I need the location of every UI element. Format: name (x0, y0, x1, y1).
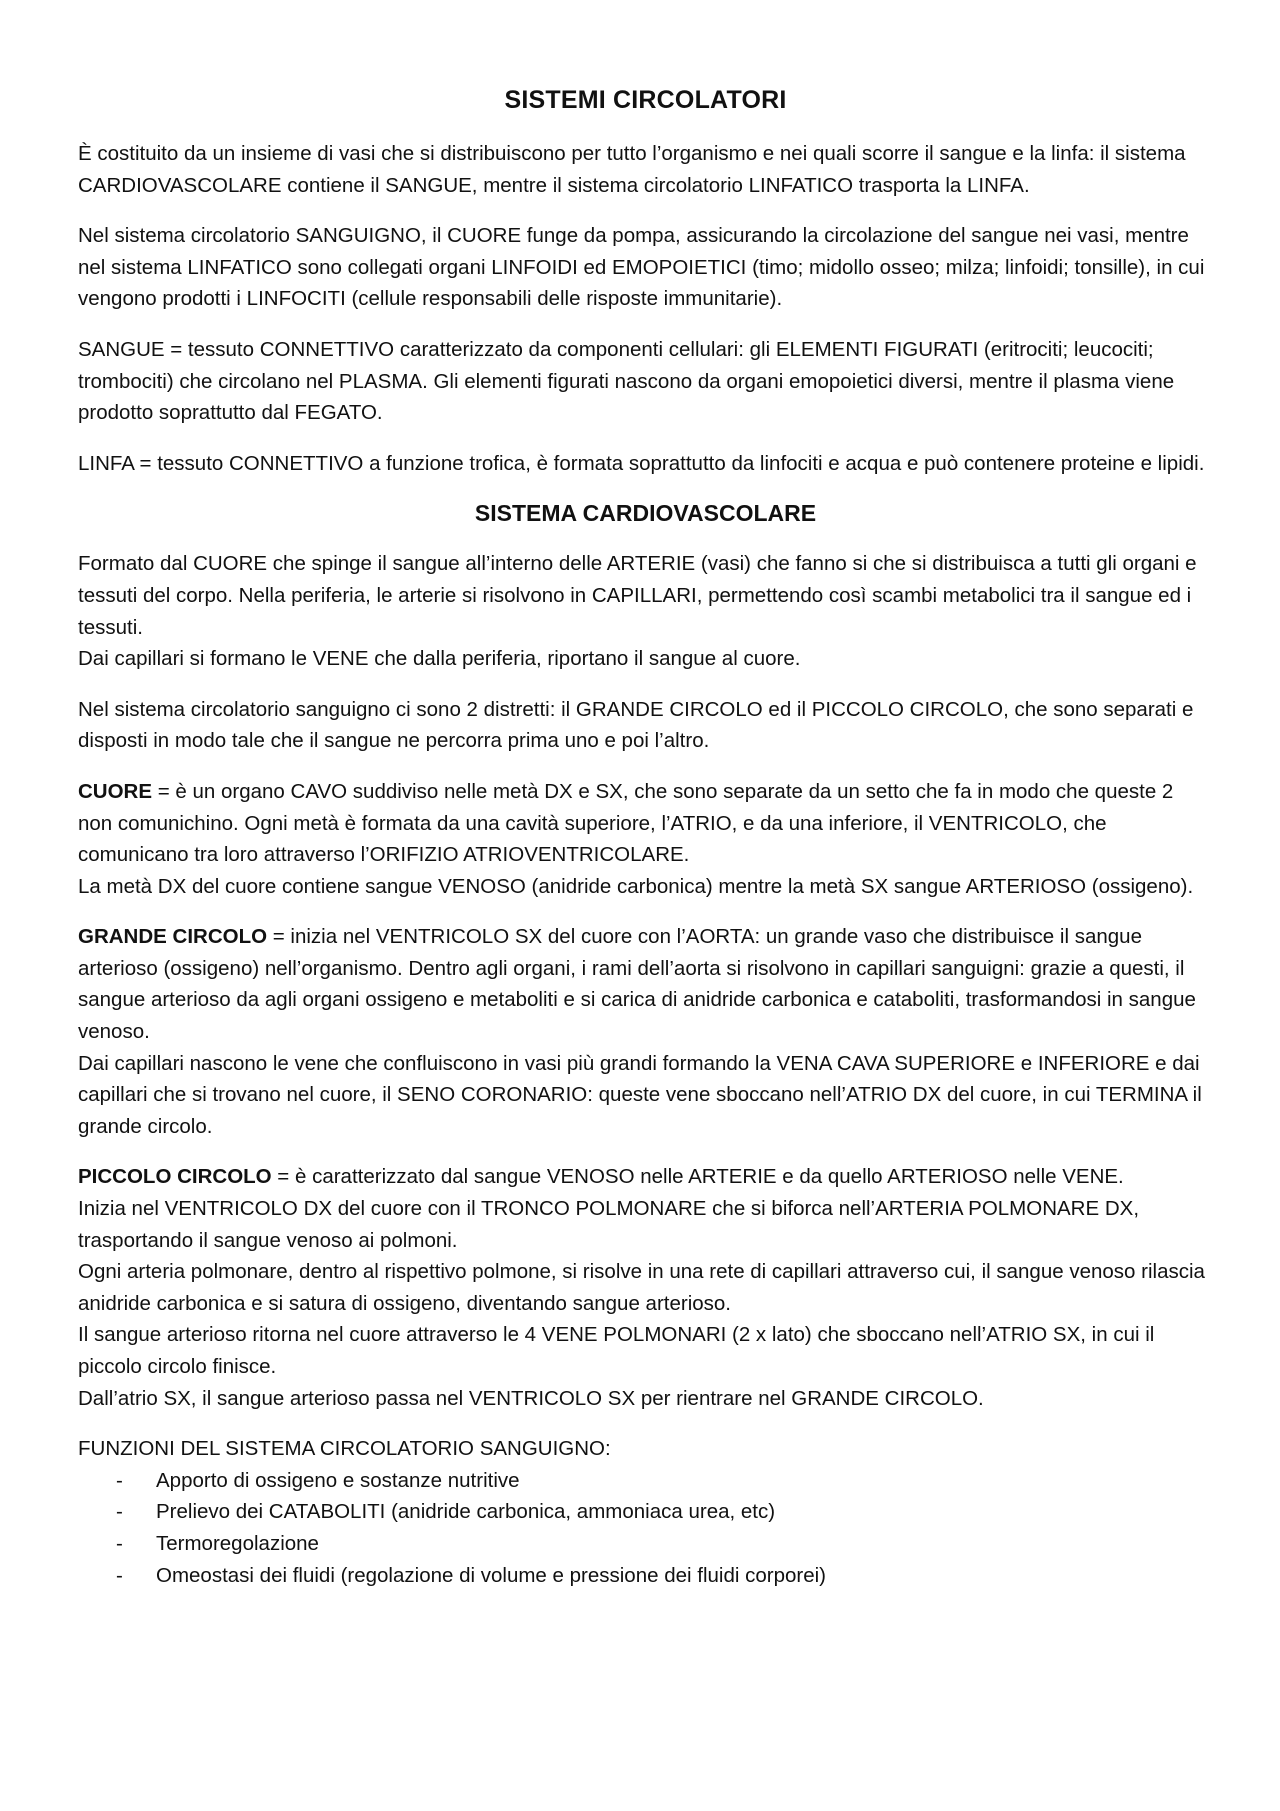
bullet-dash: - (116, 1531, 123, 1555)
paragraph-line: Formato dal CUORE che spinge il sangue all’interno delle ARTERIE (vasi) che fanno si che si distribuisca a tutti gli organi e tessuti del corpo. Nella periferia, le arterie si risolvono in CAPILLARI, permettendo così scambi metabolici tra il sangue ed i tessuti. (78, 552, 1197, 639)
cardio-formato-paragraph (78, 548, 1213, 674)
bullet-dash: - (116, 1500, 123, 1524)
list-item (78, 1528, 1213, 1560)
paragraph-line (78, 1161, 1213, 1193)
bullet-dash: - (116, 1563, 123, 1587)
bullet-dash: - (116, 1468, 123, 1492)
paragraph-line: Dai capillari nascono le vene che confluiscono in vasi più grandi formando la VENA CAVA SUPERIORE e INFERIORE e dai capillari che si trovano nel cuore, il SENO CORONARIO: queste vene sboccano nell’ATRIO DX del cuore, in cui TERMINA il grande circolo. (78, 1051, 1202, 1138)
list-item (78, 1496, 1213, 1528)
list-item (78, 1560, 1213, 1592)
paragraph-line (78, 921, 1213, 1047)
list-item (78, 1465, 1213, 1497)
intro-paragraph: SANGUE = tessuto CONNETTIVO caratterizzato da componenti cellulari: gli ELEMENTI FIGURATI (eritrociti; leucociti; trombociti) che circolano nel PLASMA. Gli elementi figurati nascono da organi emopoietici diversi, mentre il plasma viene prodotto soprattutto dal FEGATO. (78, 337, 1175, 425)
grande-circolo-term: GRANDE CIRCOLO (78, 925, 268, 949)
paragraph-line: La metà DX del cuore contiene sangue VENOSO (anidride carbonica) mentre la metà SX sangue ARTERIOSO (ossigeno). (78, 874, 1194, 898)
list-item-text: Omeostasi dei fluidi (regolazione di volume e pressione dei fluidi corporei) (156, 1563, 827, 1587)
funzioni-title: FUNZIONI DEL SISTEMA CIRCOLATORIO SANGUIGNO: (78, 1437, 611, 1461)
list-item-text: Apporto di ossigeno e sostanze nutritive (156, 1468, 520, 1492)
grande-circolo-text: = inizia nel VENTRICOLO SX del cuore con l’AORTA: un grande vaso che distribuisce il sangue arterioso (ossigeno) nell’organismo. Dentro agli organi, i rami dell’aorta si risolvono in capillari sanguigni: grazie a questi, il sangue arterioso da agli organi ossigeno e metaboliti e si carica di anidride carbonica e cataboliti, trasformandosi in sangue venoso. (78, 925, 1196, 1044)
funzioni-list (78, 1465, 1213, 1591)
cuore-term: CUORE (78, 779, 153, 803)
intro-paragraph: LINFA = tessuto CONNETTIVO a funzione trofica, è formata soprattutto da linfociti e acqua e può contenere proteine e lipidi. (78, 451, 1205, 475)
intro-paragraph: È costituito da un insieme di vasi che si distribuiscono per tutto l’organismo e nei quali scorre il sangue e la linfa: il sistema CARDIOVASCOLARE contiene il SANGUE, mentre il sistema circolatorio LINFATICO trasporta la LINFA. (78, 142, 1186, 197)
paragraph-line: Dall’atrio SX, il sangue arterioso passa nel VENTRICOLO SX per rientrare nel GRANDE CIRCOLO. (78, 1386, 984, 1410)
paragraph-line: Il sangue arterioso ritorna nel cuore attraverso le 4 VENE POLMONARI (2 x lato) che sboccano nell’ATRIO SX, in cui il piccolo circolo finisce. (78, 1323, 1155, 1378)
paragraph-line (78, 776, 1213, 871)
piccolo-circolo-text: = è caratterizzato dal sangue VENOSO nelle ARTERIE e da quello ARTERIOSO nelle VENE. (271, 1165, 1124, 1189)
cuore-paragraph (78, 776, 1213, 902)
document-page (78, 84, 1213, 1591)
paragraph-line: Inizia nel VENTRICOLO DX del cuore con il TRONCO POLMONARE che si biforca nell’ARTERIA POLMONARE DX, trasportando il sangue venoso ai polmoni. (78, 1197, 1140, 1252)
grande-circolo-paragraph (78, 921, 1213, 1142)
cuore-text: = è un organo CAVO suddiviso nelle metà DX e SX, che sono separate da un setto che fa in modo che queste 2 non comunichino. Ogni metà è formata da una cavità superiore, l’ATRIO, e da una inferiore, il VENTRICOLO, che comunicano tra loro attraverso l’ORIFIZIO ATRIOVENTRICOLARE. (78, 779, 1174, 867)
page-title: SISTEMI CIRCOLATORI (504, 86, 787, 114)
paragraph-line: Dai capillari si formano le VENE che dalla periferia, riportano il sangue al cuore. (78, 647, 801, 671)
intro-paragraph: Nel sistema circolatorio SANGUIGNO, il CUORE funge da pompa, assicurando la circolazione del sangue nei vasi, mentre nel sistema LINFATICO sono collegati organi LINFOIDI ed EMOPOIETICI (timo; midollo osseo; milza; linfoidi; tonsille), in cui vengono prodotti i LINFOCITI (cellule responsabili delle risposte immunitarie). (78, 224, 1205, 311)
piccolo-circolo-paragraph (78, 1161, 1213, 1414)
cardio-distretti-paragraph: Nel sistema circolatorio sanguigno ci sono 2 distretti: il GRANDE CIRCOLO ed il PICCOLO CIRCOLO, che sono separati e disposti in modo tale che il sangue ne percorra prima uno e poi l’altro. (78, 697, 1194, 753)
list-item-text: Prelievo dei CATABOLITI (anidride carbonica, ammoniaca urea, etc) (156, 1500, 776, 1524)
piccolo-circolo-term: PICCOLO CIRCOLO (78, 1165, 272, 1189)
section-title: SISTEMA CARDIOVASCOLARE (474, 500, 817, 527)
paragraph-line: Ogni arteria polmonare, dentro al rispettivo polmone, si risolve in una rete di capillari attraverso cui, il sangue venoso rilascia anidride carbonica e si satura di ossigeno, diventando sangue arterioso. (78, 1260, 1205, 1315)
list-item-text: Termoregolazione (156, 1531, 319, 1555)
